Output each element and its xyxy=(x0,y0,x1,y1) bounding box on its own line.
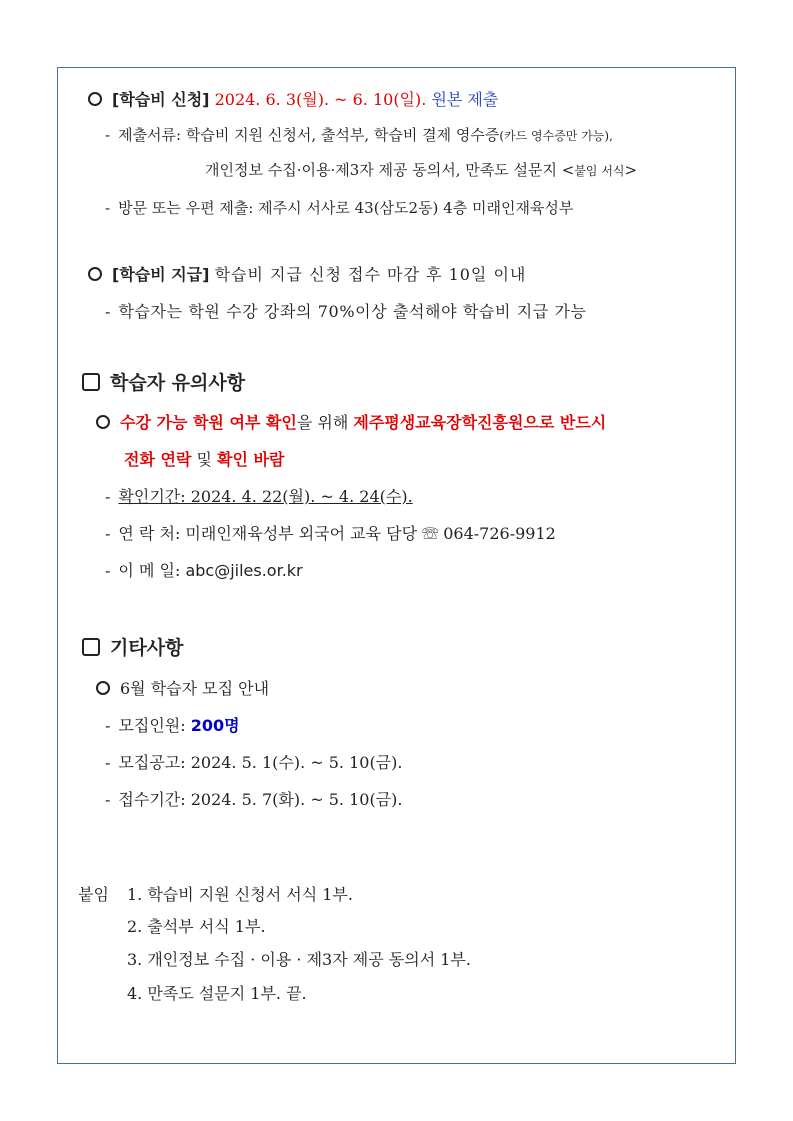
dash-bullet: - xyxy=(105,790,111,809)
notice-email-label: 이 메 일: xyxy=(118,561,181,580)
docs-list-1: 학습비 지원 신청서, 출석부, 학습비 결제 영수증 xyxy=(185,126,500,144)
circle-bullet-icon xyxy=(88,267,102,281)
etc-receive-line xyxy=(105,789,402,811)
attach-label: 붙임 xyxy=(78,885,109,904)
notice-contact-line xyxy=(105,523,556,545)
attach-item: 3. 개인정보 수집 · 이용 · 제3자 제공 동의서 1부. xyxy=(127,950,471,969)
circle-bullet-icon xyxy=(88,92,102,106)
dash-bullet: - xyxy=(105,126,111,144)
dash-bullet: - xyxy=(105,716,111,735)
apply-visit-line xyxy=(105,197,573,219)
apply-line xyxy=(88,89,498,111)
apply-docs-line xyxy=(105,124,613,147)
pay-line xyxy=(88,264,526,286)
notice-heading-text: 학습자 유의사항 xyxy=(110,372,246,394)
square-box-icon xyxy=(82,638,100,656)
square-box-icon xyxy=(82,373,100,391)
docs-list-2: 개인정보 수집·이용·제3자 제공 동의서, 만족도 설문지 < xyxy=(205,161,575,179)
dash-bullet: - xyxy=(105,561,111,580)
etc-announce: 모집공고: 2024. 5. 1(수). ~ 5. 10(금). xyxy=(118,753,403,772)
notice-red-1: 수강 가능 학원 여부 확인 xyxy=(120,413,297,432)
attach-item: 2. 출석부 서식 1부. xyxy=(127,917,266,936)
etc-heading-text: 기타사항 xyxy=(110,637,184,659)
apply-date: 2024. 6. 3(월). ~ 6. 10(일). xyxy=(214,90,427,109)
dash-bullet: - xyxy=(105,524,111,543)
pay-text: 학습비 지급 신청 접수 마감 후 10일 이내 xyxy=(214,265,527,284)
notice-period-line xyxy=(105,486,413,508)
notice-line-2 xyxy=(124,449,284,471)
notice-email[interactable]: abc@jiles.or.kr xyxy=(185,561,303,580)
notice-red-3: 전화 연락 xyxy=(124,450,192,469)
pay-cond: 학습자는 학원 수강 강좌의 70%이상 출석해야 학습비 지급 가능 xyxy=(118,302,587,321)
etc-heading xyxy=(82,637,183,660)
notice-period: 확인기간: 2024. 4. 22(월). ~ 4. 24(수). xyxy=(118,487,413,506)
docs-list-2-end: > xyxy=(624,161,638,179)
docs-list-2-small: 붙임 서식 xyxy=(574,164,625,178)
dash-bullet: - xyxy=(105,199,111,217)
apply-title: [학습비 신청] xyxy=(112,90,210,109)
docs-label: 제출서류: xyxy=(118,126,182,144)
etc-count: 200명 xyxy=(190,716,240,735)
apply-docs-line-2 xyxy=(205,159,637,182)
notice-email-line xyxy=(105,560,303,582)
etc-announce-line xyxy=(105,752,402,774)
pay-cond-line xyxy=(105,301,587,323)
notice-heading xyxy=(82,372,245,395)
dash-bullet: - xyxy=(105,487,111,506)
docs-list-1-small: (카드 영수증만 가능), xyxy=(499,129,613,143)
notice-mid-2: 및 xyxy=(191,450,218,469)
notice-red-2: 제주평생교육장학진흥원으로 반드시 xyxy=(353,413,607,432)
notice-red-4: 확인 바람 xyxy=(217,450,285,469)
attach-item: 4. 만족도 설문지 1부. 끝. xyxy=(127,984,307,1003)
dash-bullet: - xyxy=(105,753,111,772)
dash-bullet: - xyxy=(105,302,111,321)
visit-text: 방문 또는 우편 제출: 제주시 서사로 43(삼도2동) 4층 미래인재육성부 xyxy=(118,199,574,217)
etc-receive: 접수기간: 2024. 5. 7(화). ~ 5. 10(금). xyxy=(118,790,403,809)
notice-mid-1: 을 위해 xyxy=(296,413,354,432)
pay-title: [학습비 지급] xyxy=(112,265,210,284)
circle-bullet-icon xyxy=(96,415,110,429)
circle-bullet-icon xyxy=(96,681,110,695)
etc-count-line xyxy=(105,715,240,737)
etc-count-label: 모집인원: xyxy=(118,716,186,735)
notice-line-1 xyxy=(96,412,606,434)
notice-contact: 연 락 처: 미래인재육성부 외국어 교육 담당 ☏ 064-726-9912 xyxy=(118,524,556,543)
attach-item: 1. 학습비 지원 신청서 서식 1부. xyxy=(127,885,353,904)
etc-item: 6월 학습자 모집 안내 xyxy=(120,679,270,698)
apply-note: 원본 제출 xyxy=(431,90,499,109)
etc-item-line xyxy=(96,678,269,700)
